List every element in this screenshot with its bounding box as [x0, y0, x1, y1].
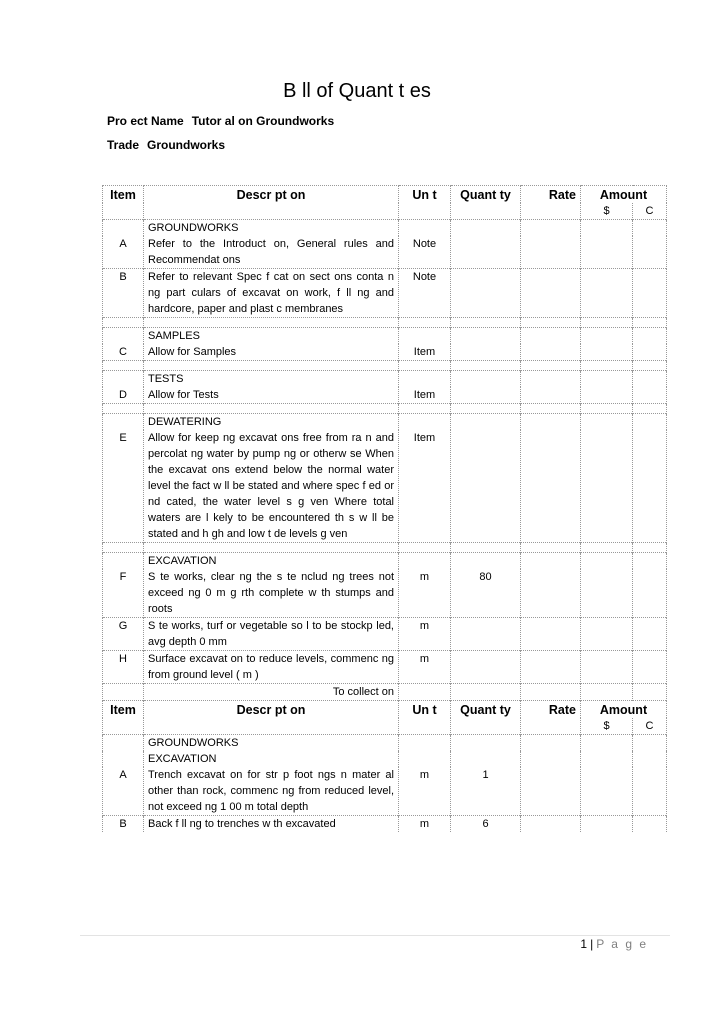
- header-rate: Rate: [521, 701, 581, 719]
- item-description: Allow for Samples: [144, 344, 399, 361]
- footer-divider: [80, 935, 670, 936]
- table-row: [103, 751, 667, 767]
- section-heading: EXCAVATION: [144, 553, 399, 570]
- table-row: B Back f ll ng to trenches w th excavated m 6: [103, 816, 667, 833]
- trade-value: Groundworks: [147, 138, 226, 152]
- header-item: Item: [103, 186, 144, 204]
- header-cents: C: [633, 718, 667, 735]
- table-row: [103, 371, 667, 388]
- table-row: [103, 220, 667, 237]
- table-row: C Allow for Samples Item: [103, 344, 667, 361]
- table-subheader-row: [103, 203, 667, 220]
- bill-of-quantities-table: [102, 185, 667, 832]
- table-header-row: [103, 701, 667, 719]
- header-rate: Rate: [521, 186, 581, 204]
- table-row: H Surface excavat on to reduce levels, commenc ng from ground level ( m ) m: [103, 651, 667, 684]
- header-description: Descr pt on: [144, 701, 399, 719]
- project-label: Pro ect Name: [107, 114, 184, 128]
- table-row: B Refer to relevant Spec f cat on sect ons conta n ng part culars of excavat on work, f ll ng and hardcore, paper and plast c membranes Note: [103, 269, 667, 318]
- spacer-row: [103, 318, 667, 328]
- table-row: A Trench excavat on for str p foot ngs n mater al other than rock, commenc ng from reduced level, not exceed ng 1 00 m total depth m 1: [103, 767, 667, 816]
- spacer-row: [103, 361, 667, 371]
- section-heading: TESTS: [144, 371, 399, 388]
- header-cents: C: [633, 203, 667, 220]
- spacer-row: [103, 404, 667, 414]
- header-unit: Un t: [399, 186, 451, 204]
- item-description: Refer to relevant Spec f cat on sect ons conta n ng part culars of excavat on work, f ll ng and hardcore, paper and plast c membranes: [144, 269, 399, 318]
- item-description: S te works, turf or vegetable so l to be stockp led, avg depth 0 mm: [144, 618, 399, 651]
- header-dollar: $: [581, 203, 633, 220]
- item-description: Refer to the Introduct on, General rules and Recommendat ons: [144, 236, 399, 269]
- table-row: F S te works, clear ng the s te nclud ng trees not exceed ng 0 m g rth complete w th stumps and roots m 80: [103, 569, 667, 618]
- item-description: Allow for keep ng excavat ons free from ra n and percolat ng water by pump ng or otherw se When the excavat ons extend below the normal water level the fact w ll be stated and where spec f ed or nd cated, the water level s g ven Where total waters are l kely to be encountered th s w ll be stated and h gh and low t de levels g ven: [144, 430, 399, 543]
- project-line: [107, 114, 334, 128]
- header-description: Descr pt on: [144, 186, 399, 204]
- table-subheader-row: [103, 718, 667, 735]
- project-value: Tutor al on Groundworks: [191, 114, 335, 128]
- trade-label: Trade: [107, 138, 140, 152]
- section-heading: GROUNDWORKS: [144, 735, 399, 752]
- item-description: Surface excavat on to reduce levels, commenc ng from ground level ( m ): [144, 651, 399, 684]
- header-item: Item: [103, 701, 144, 719]
- trade-line: [107, 138, 225, 152]
- document-title: B ll of Quant t es: [283, 80, 431, 102]
- table-header-row: [103, 186, 667, 204]
- header-amount: Amount: [581, 186, 667, 204]
- table-row: [103, 414, 667, 431]
- table-row: [103, 328, 667, 345]
- page-footer: [580, 937, 648, 951]
- footer-separator: |: [590, 937, 594, 951]
- item-description: Trench excavat on for str p foot ngs n mater al other than rock, commenc ng from reduced level, not exceed ng 1 00 m total depth: [144, 767, 399, 816]
- item-description: Allow for Tests: [144, 387, 399, 404]
- to-collection-label: To collect on: [144, 684, 399, 701]
- section-heading: EXCAVATION: [144, 751, 399, 767]
- table-row: [103, 553, 667, 570]
- table-row: E Allow for keep ng excavat ons free from ra n and percolat ng water by pump ng or otherw se When the excavat ons extend below the normal water level the fact w ll be stated and where spec f ed or nd cated, the water level s g ven Where total waters are l kely to be encountered th s w ll be stated and h gh and low t de levels g ven Item: [103, 430, 667, 543]
- spacer-row: [103, 543, 667, 553]
- header-dollar: $: [581, 718, 633, 735]
- table-row: G S te works, turf or vegetable so l to be stockp led, avg depth 0 mm m: [103, 618, 667, 651]
- header-quantity: Quant ty: [451, 701, 521, 719]
- item-description: Back f ll ng to trenches w th excavated: [144, 816, 399, 833]
- page-number: 1: [580, 937, 588, 951]
- header-quantity: Quant ty: [451, 186, 521, 204]
- collection-row: [103, 684, 667, 701]
- page-label: P a g e: [596, 937, 648, 951]
- section-heading: SAMPLES: [144, 328, 399, 345]
- table-row: D Allow for Tests Item: [103, 387, 667, 404]
- item-description: S te works, clear ng the s te nclud ng trees not exceed ng 0 m g rth complete w th stumps and roots: [144, 569, 399, 618]
- header-amount: Amount: [581, 701, 667, 719]
- table-row: A Refer to the Introduct on, General rules and Recommendat ons Note: [103, 236, 667, 269]
- section-heading: DEWATERING: [144, 414, 399, 431]
- section-heading: GROUNDWORKS: [144, 220, 399, 237]
- header-unit: Un t: [399, 701, 451, 719]
- table-row: [103, 735, 667, 752]
